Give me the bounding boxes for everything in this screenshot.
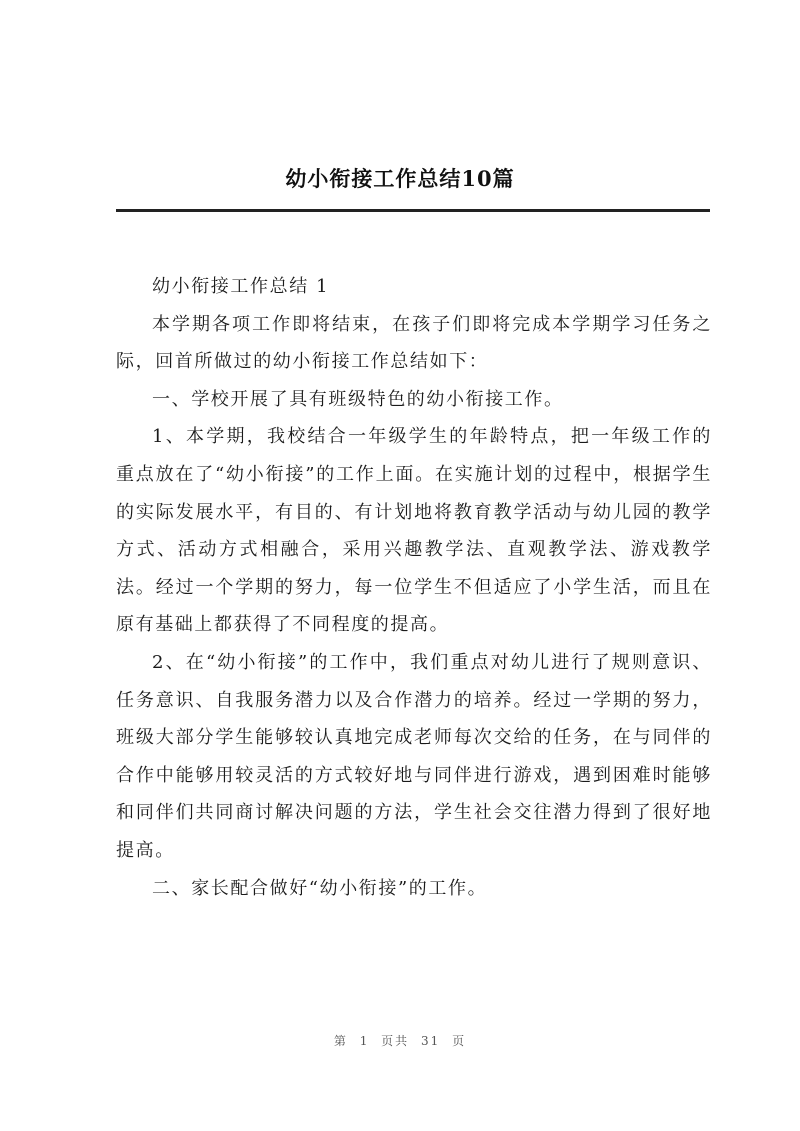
title-divider: [116, 209, 710, 212]
body-paragraph: 本学期各项工作即将结束，在孩子们即将完成本学期学习任务之际，回首所做过的幼小衔接工作总结如下：: [116, 313, 712, 373]
section-heading: 幼小衔接工作总结 1: [152, 276, 330, 297]
document-body: [116, 268, 712, 907]
body-paragraph: 2、在“幼小衔接”的工作中，我们重点对幼儿进行了规则意识、任务意识、自我服务潜力以及合作潜力的培养。经过一学期的努力，班级大部分学生能够较认真地完成老师每次交给的任务，在与同伴的合作中能够用较灵活的方式较好地与同伴进行游戏，遇到困难时能够和同伴们共同商讨解决问题的方法，学生社会交往潜力得到了很好地提高。: [116, 651, 712, 861]
body-paragraph: 二、家长配合做好“幼小衔接”的工作。: [152, 877, 488, 899]
document-title: 幼小衔接工作总结10篇: [285, 166, 515, 191]
body-paragraph: 1、本学期，我校结合一年级学生的年龄特点，把一年级工作的重点放在了“幼小衔接”的工作上面。在实施计划的过程中，根据学生的实际发展水平，有目的、有计划地将教育教学活动与幼儿园的教学方式、活动方式相融合，采用兴趣教学法、直观教学法、游戏教学法。经过一个学期的努力，每一位学生不但适应了小学生活，而且在原有基础上都获得了不同程度的提高。: [116, 426, 712, 636]
page-number-footer: 第 1 页共 31 页: [333, 1034, 467, 1048]
body-paragraph: 一、学校开展了具有班级特色的幼小衔接工作。: [152, 388, 564, 410]
